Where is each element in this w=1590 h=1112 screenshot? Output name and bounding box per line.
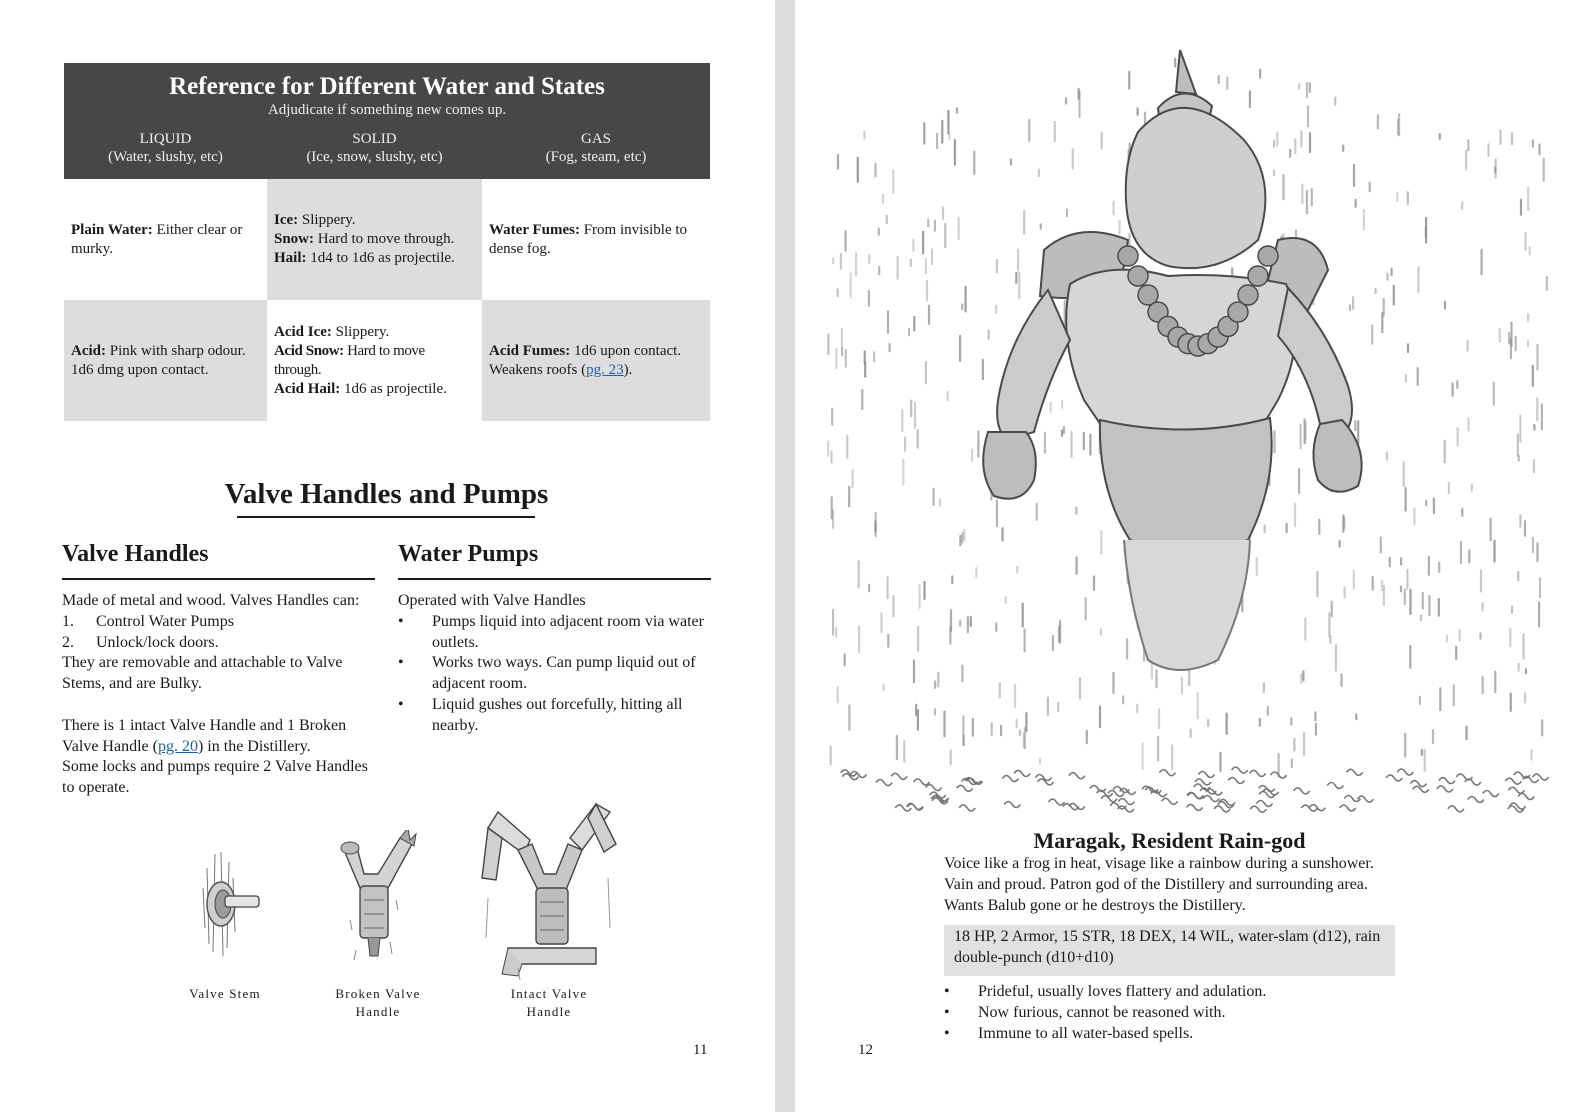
- water-pumps-text: [398, 591, 718, 737]
- valve-handles-rule: [62, 578, 375, 580]
- valve-handles-paragraph: They are removable and attachable to Valve Stems, and are Bulky.: [62, 654, 343, 693]
- water-pumps-intro: Operated with Valve Handles: [398, 592, 586, 609]
- table-cell-plain-water: Plain Water: Either clear or murky.: [71, 221, 243, 257]
- intact-valve-handle-caption: Intact Valve Handle: [510, 986, 588, 1019]
- water-pumps-heading: Water Pumps: [398, 541, 539, 567]
- npc-stat-block: 18 HP, 2 Armor, 15 STR, 18 DEX, 14 WIL, water-slam (d12), rain double-punch (d10+d10): [944, 925, 1395, 976]
- list-item: • Works two ways. Can pump liquid out of adjacent room.: [398, 654, 696, 693]
- list-item: 2. Unlock/lock doors.: [62, 633, 219, 651]
- valve-handles-paragraph: There is 1 intact Valve Handle and 1 Broken Valve Handle (pg. 20) in the Distillery.: [62, 716, 347, 755]
- table-cell-ice: Ice: Slippery. Snow: Hard to move through. Hail: 1d4 to 1d6 as projectile.: [267, 179, 482, 300]
- section-title-underline: [237, 516, 535, 518]
- table-cell-acid: Acid: Pink with sharp odour. 1d6 dmg upon contact.: [64, 300, 267, 421]
- intact-valve-handle-illustration: [478, 798, 620, 982]
- table-cell-acid-ice: Acid Ice: Slippery. Acid Snow: Hard to move through. Acid Hail: 1d6 as projectile.: [274, 323, 447, 397]
- valve-handles-heading: Valve Handles: [62, 541, 209, 567]
- list-item: • Prideful, usually loves flattery and adulation.: [944, 983, 1267, 1000]
- left-page: [0, 0, 775, 1112]
- table-cell-acid-fumes: Acid Fumes: 1d6 upon contact. Weakens roofs (pg. 23).: [482, 300, 710, 421]
- list-item: 1. Control Water Pumps: [62, 612, 234, 630]
- valve-stem-illustration: [185, 848, 265, 960]
- reference-table-title: Reference for Different Water and States: [169, 73, 605, 100]
- npc-description: Voice like a frog in heat, visage like a rainbow during a sunshower. Vain and proud. Patron god of the Distillery and surrounding area. Wants Balub gone or he destroys the Distillery.: [944, 855, 1374, 914]
- column-header-solid: SOLID (Ice, snow, slushy, etc): [306, 131, 443, 165]
- page-gutter: [775, 0, 795, 1112]
- page-number: 11: [693, 1042, 708, 1058]
- list-item: • Now furious, cannot be reasoned with.: [944, 1003, 1226, 1021]
- table-row: [64, 179, 710, 300]
- list-item: • Liquid gushes out forcefully, hitting all nearby.: [398, 695, 683, 734]
- valve-handles-text: [62, 591, 382, 799]
- column-header-gas: GAS (Fog, steam, etc): [545, 131, 647, 165]
- broken-valve-handle-caption: Broken Valve Handle: [335, 986, 421, 1019]
- column-header-liquid: LIQUID (Water, slushy, etc): [108, 131, 223, 165]
- reference-table-header: [64, 63, 710, 179]
- table-row: [64, 300, 710, 421]
- page-number: 12: [858, 1042, 873, 1058]
- valve-handles-paragraph: Some locks and pumps require 2 Valve Handles to operate.: [62, 758, 368, 797]
- table-cell-water-fumes: Water Fumes: From invisible to dense fog.: [489, 221, 688, 257]
- water-pumps-rule: [398, 578, 711, 580]
- list-item: • Pumps liquid into adjacent room via water outlets.: [398, 612, 704, 651]
- npc-name: Maragak, Resident Rain-god: [1033, 828, 1306, 853]
- broken-valve-handle-illustration: [330, 830, 430, 970]
- valve-stem-caption: Valve Stem: [189, 986, 261, 1001]
- section-title: Valve Handles and Pumps: [224, 478, 549, 510]
- page-link-20[interactable]: pg. 20: [157, 737, 198, 755]
- reference-table: [64, 63, 710, 397]
- page-link-23[interactable]: pg. 23: [586, 361, 624, 378]
- rain-god-illustration: [808, 40, 1560, 825]
- list-item: • Immune to all water-based spells.: [944, 1024, 1194, 1042]
- npc-traits: [944, 982, 1404, 1044]
- reference-table-subtitle: Adjudicate if something new comes up.: [267, 102, 507, 118]
- valve-handles-intro: Made of metal and wood. Valves Handles can:: [62, 592, 360, 609]
